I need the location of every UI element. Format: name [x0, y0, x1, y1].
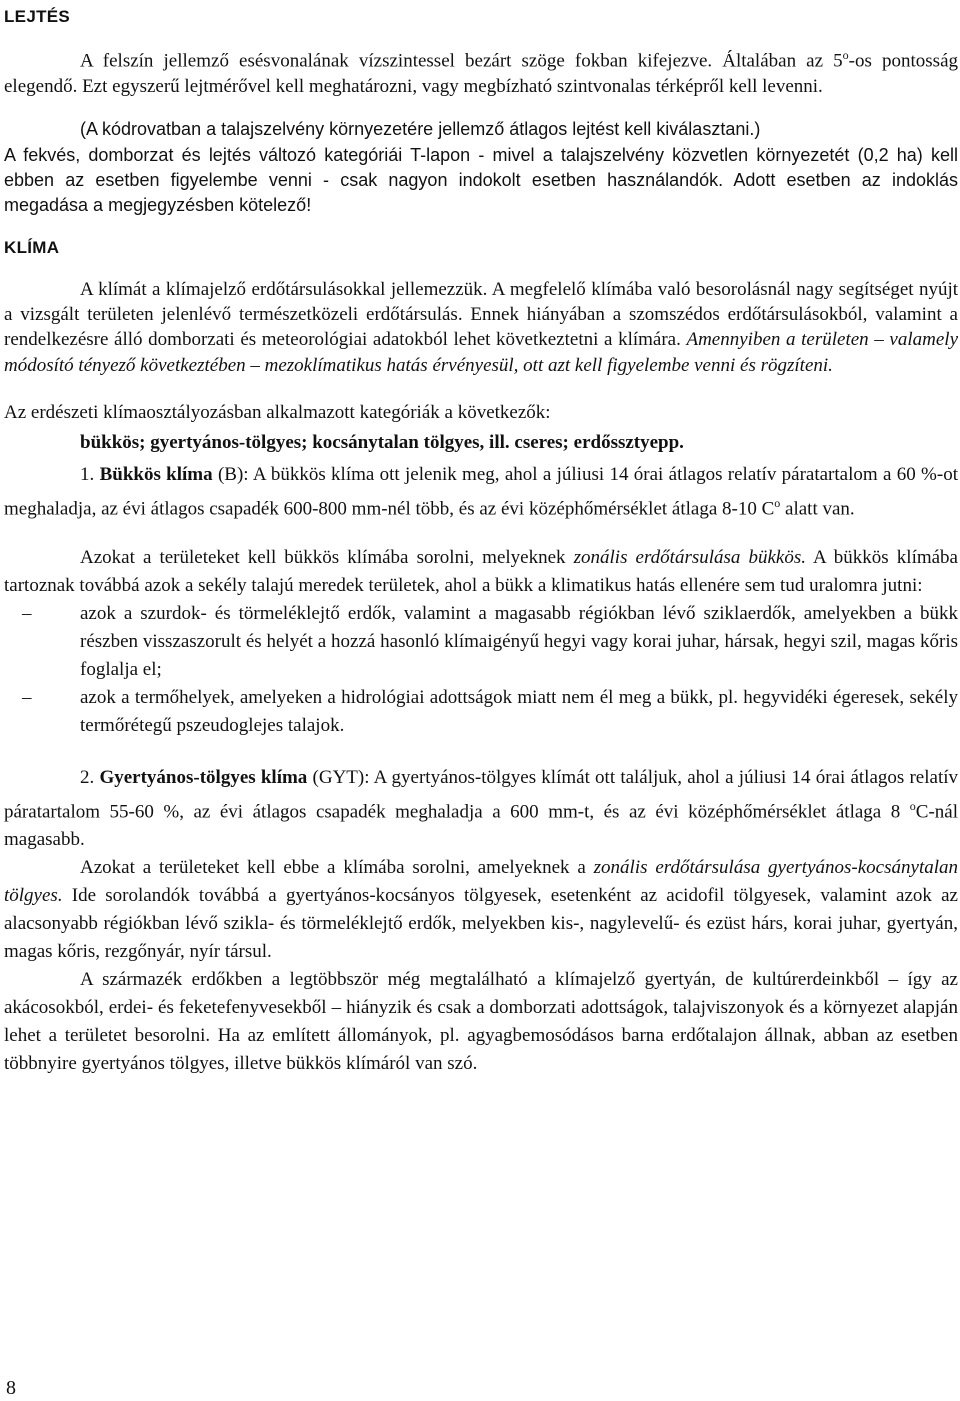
- list-item-text: azok a szurdok- és törmeléklejtő erdők, valamint a magasabb régiókban lévő sziklaerdők, amelyekben a bükk részben visszaszorult és helyét a hozzá hasonló klímaigényű hegyi vagy korai juhar, hársak, hegyi szil, magas kőris foglalja el;: [80, 602, 958, 680]
- lejtes-p1-text: A felszín jellemző esésvonalának vízszintessel bezárt szöge fokban kifejezve. Általában az 5: [80, 50, 843, 72]
- gyt-p2a: Azokat a területeket kell ebbe a klímába sorolni, amelyeknek a: [80, 857, 594, 879]
- klima-paragraph-2: Az erdészeti klímaosztályozásban alkalmazott kategóriák a következők:: [4, 401, 551, 423]
- section-heading-lejtes: LEJTÉS: [4, 7, 71, 26]
- klima-paragraph-1: [4, 277, 958, 378]
- bukkos-dash-list: [4, 600, 958, 740]
- klima-p1-italic: Amennyiben a területen – valamely módosító tényező következtében – mezoklímatikus hatás érvényesül, ott azt kell figyelembe venni és rögzíteni.: [4, 329, 959, 376]
- klima-p1-rest: A megfelelő klímába való besorolásnál nagy segítséget nyújt a vizsgált területen jelenlévő természetközeli erdőtársulás. Ennek hiányában a szomszédos erdőtársulásokból, valamint a rendelkezésre álló domborzati és meteorológiai adatokból lehet következtetni a klímára.: [4, 278, 959, 351]
- bukkos-p1b: alatt van.: [780, 498, 855, 520]
- gyt-p2b: Ide sorolandók továbbá a gyertyános-kocsányos tölgyesek, esetenként az acidofil tölgyesek, valamint azok az alacsonyabb régiókban lévő szikla- és törmeléklejtő erdők, melyekben kis-, nagylevelű- és ezüst hárs, korai juhar, gyertyán, magas kőris, rezgőnyár, nyír társul.: [4, 885, 958, 963]
- klima-categories: bükkös; gyertyános-tölgyes; kocsánytalan tölgyes, ill. cseres; erdőssztyepp.: [80, 432, 684, 454]
- list-item: [4, 684, 958, 740]
- gyt-paragraph-3: A származék erdőkben a legtöbbször még megtalálható a klímajelző gyertyán, de kultúrerdeinkből – így az akácosokból, erdei- és feketefenyvesekből – hiányzik és csak a domborzati adottságok, talajviszonyok és a környezet alapján lehet a területet besorolni. Ha az említett állományok, pl. agyagbemosódásos barna erdőtalajon állnak, abban az esetben többnyire gyertyános tölgyes, illetve bükkös klímáról van szó.: [4, 969, 958, 1075]
- gyt-paragraph-2: [4, 854, 958, 966]
- gyt-number: 2.: [80, 766, 95, 788]
- document-page: [4, 4, 958, 1078]
- list-item-text: azok a termőhelyek, amelyeken a hidrológiai adottságok miatt nem él meg a bükk, pl. hegyvidéki égeresek, sekély termőrétegű pszeudoglejes talajok.: [80, 686, 958, 736]
- degree-sup: o: [842, 48, 849, 63]
- gyt-title: Gyertyános-tölgyes klíma: [99, 766, 308, 788]
- dash-bullet: –: [22, 686, 32, 708]
- bukkos-p2b: A bükkös klímába tartoznak továbbá azok a sekély talajú meredek területek, ahol a bükk a klimatikus hatás ellenére sem tud uralomra jutni:: [4, 546, 958, 596]
- bukkos-p1a: (B): A bükkös klíma ott jelenik meg, ahol a júliusi 14 órai átlagos relatív páratartalom a 60 %-ot meghaladja, az évi átlagos csapadék 600-800 mm-nél több, és az évi középhőmérséklet átlaga 8-10 C: [4, 464, 958, 520]
- lejtes-paragraph-3: A fekvés, domborzat és lejtés változó kategóriái T-lapon - mivel a talajszelvény közvetlen környezetét (0,2 ha) kell ebben az esetben figyelembe venni - csak nagyon indokolt esetben használandók. Adott esetben az indoklás megadása a megjegyzésben kötelező!: [4, 144, 958, 216]
- degree-sup: o: [909, 798, 916, 813]
- dash-bullet: –: [22, 602, 32, 624]
- bukkos-number: 1.: [80, 464, 95, 486]
- section-heading-klima: KLÍMA: [4, 238, 60, 258]
- bukkos-p2-italic: zonális erdőtársulása bükkös.: [573, 546, 807, 568]
- klima-p1-text: A klímát a klímajelző erdőtársulásokkal jellemezzük.: [80, 278, 488, 300]
- lejtes-p1-rest: -os pontosság elegendő. Ezt egyszerű lejtmérővel kell meghatározni, vagy megbízható szintvonalas térképről kell levenni.: [4, 50, 958, 97]
- gyt-p1a: (GYT): A gyertyános-tölgyes klímát ott találjuk, ahol a júliusi 14 órai átlagos relatív páratartalom 55-60 %, az évi átlagos csapadék meghaladja a 600 mm-t, és az évi középhőmérséklet átlaga 8: [4, 766, 959, 823]
- page-number: 8: [6, 1377, 16, 1399]
- lejtes-paragraph-2: (A kódrovatban a talajszelvény környezetére jellemző átlagos lejtést kell kiválasztani.): [80, 119, 761, 140]
- list-item: [4, 600, 958, 684]
- lejtes-paragraph-1: [4, 43, 958, 99]
- gyt-p1b: C-nál magasabb.: [4, 801, 958, 851]
- gyt-paragraph-1: [4, 764, 958, 854]
- bukkos-title: Bükkös klíma: [99, 464, 213, 486]
- degree-sup: o: [774, 496, 781, 511]
- bukkos-paragraph-2: [4, 544, 958, 600]
- bukkos-p2a: Azokat a területeket kell bükkös klímába sorolni, melyeknek: [80, 546, 574, 568]
- bukkos-paragraph-1: [4, 461, 958, 523]
- gyt-p2-italic: zonális erdőtársulása gyertyános-kocsánytalan tölgyes.: [4, 857, 958, 907]
